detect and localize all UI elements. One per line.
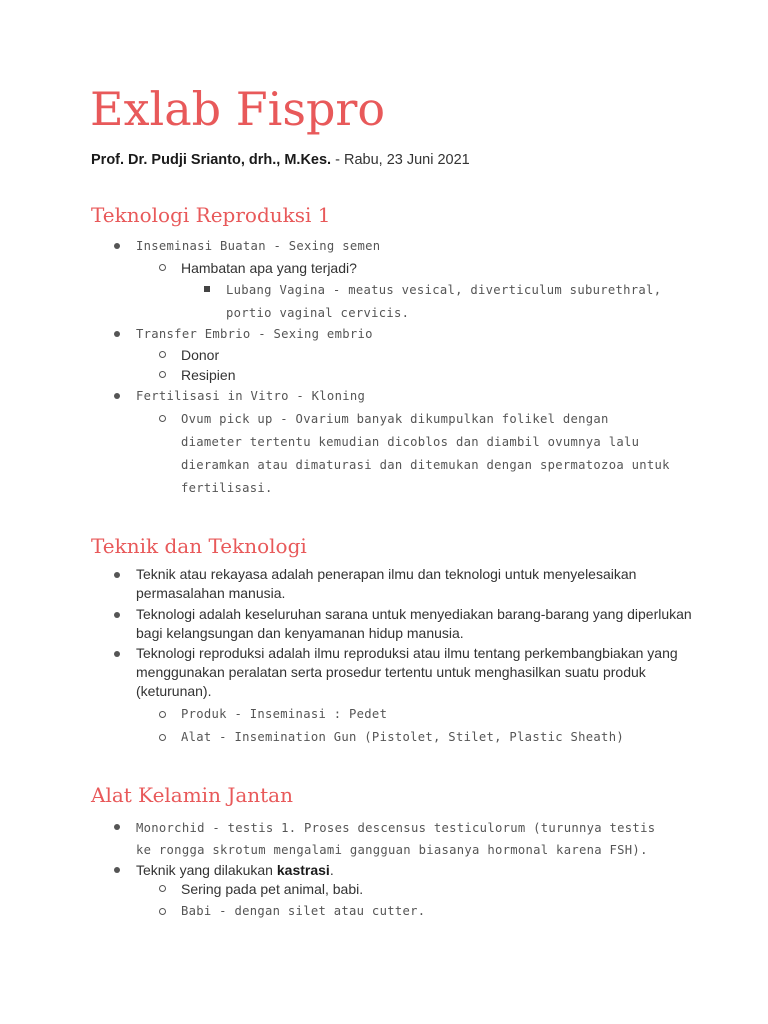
list-item: Alat - Insemination Gun (Pistolet, Stilet, Plastic Sheath) xyxy=(181,727,624,747)
document-title: Exlab Fispro xyxy=(90,82,386,136)
list-item: Produk - Inseminasi : Pedet xyxy=(181,704,387,724)
list-item: Resipien xyxy=(181,367,236,383)
list-item: Teknologi reproduksi adalah ilmu reproduksi atau ilmu tentang perkembangbiakan yang menggunakan peralatan serta prosedur tertentu untuk menghasilkan suatu produk (keturunan). xyxy=(136,645,678,699)
list-item: Fertilisasi in Vitro - Kloning xyxy=(136,386,365,406)
list-item: Monorchid - testis 1. Proses descensus testiculorum (turunnya testis ke rongga skrotum mengalami gangguan biasanya hormonal karena FSH). xyxy=(136,817,655,861)
list-item: Donor xyxy=(181,347,220,363)
kastrasi-term: kastrasi xyxy=(276,862,330,878)
list-item: Sering pada pet animal, babi. xyxy=(181,881,364,897)
list-item: Inseminasi Buatan - Sexing semen xyxy=(136,236,380,256)
section-heading-teknik-dan-teknologi: Teknik dan Teknologi xyxy=(91,534,307,558)
section-heading-alat-kelamin-jantan: Alat Kelamin Jantan xyxy=(91,783,293,807)
section-heading-teknologi-reproduksi: Teknologi Reproduksi 1 xyxy=(91,203,331,227)
list-item: Hambatan apa yang terjadi? xyxy=(181,260,357,276)
document-meta xyxy=(91,150,470,170)
list-item: Teknologi adalah keseluruhan sarana untuk menyediakan barang-barang yang diperlukan bagi kelangsungan dan kenyamanan hidup manusia. xyxy=(136,606,692,641)
list-item: Teknik atau rekayasa adalah penerapan ilmu dan teknologi untuk menyelesaikan permasalahan manusia. xyxy=(136,566,637,601)
list-item: Transfer Embrio - Sexing embrio xyxy=(136,324,373,344)
lecture-date: - Rabu, 23 Juni 2021 xyxy=(331,152,470,168)
author-name: Prof. Dr. Pudji Srianto, drh., M.Kes. xyxy=(91,152,332,168)
list-item: Teknik yang dilakukan kastrasi. xyxy=(136,862,334,878)
list-item: Babi - dengan silet atau cutter. xyxy=(181,901,425,921)
list-item: Lubang Vagina - meatus vesical, diverticulum suburethral, portio vaginal cervicis. xyxy=(226,279,661,325)
list-item: Ovum pick up - Ovarium banyak dikumpulkan folikel dengan diameter tertentu kemudian dicoblos dan diambil ovumnya lalu dieramkan atau dimaturasi dan ditemukan dengan spermatozoa untuk fertilisasi. xyxy=(181,408,670,500)
